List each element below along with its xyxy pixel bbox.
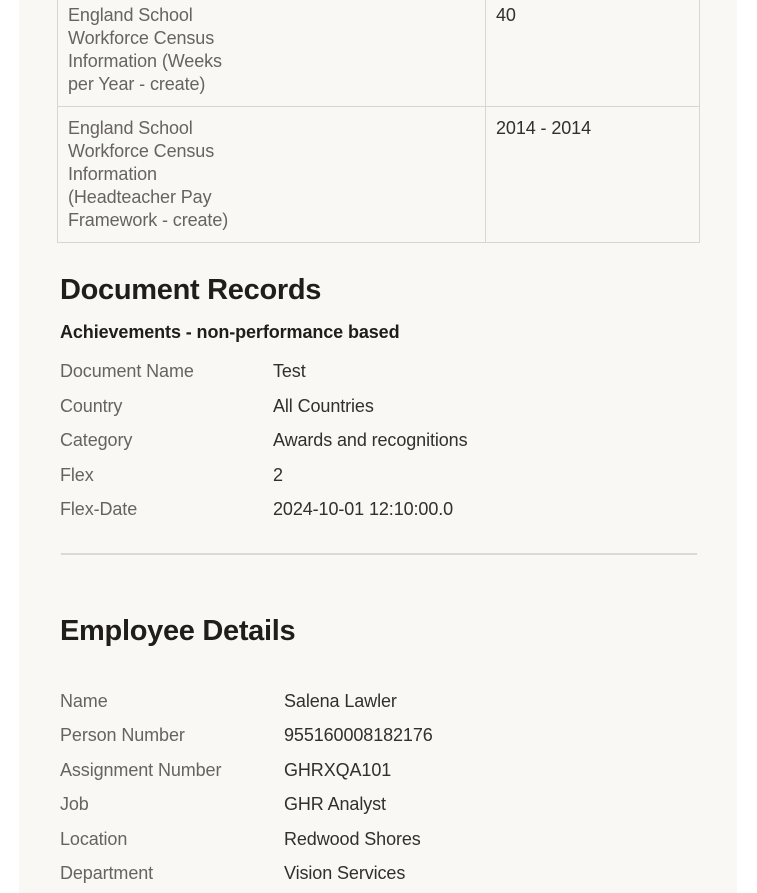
field-label: Job — [60, 794, 89, 814]
census-row-value: 2014 - 2014 — [486, 107, 700, 243]
field-value: 2 — [273, 464, 283, 485]
field-row — [60, 725, 737, 760]
field-label: Location — [60, 828, 128, 849]
document-records-fields — [60, 361, 737, 534]
field-value: GHRXQA101 — [284, 759, 392, 780]
census-row-label-cell — [58, 0, 486, 107]
field-value: 2024-10-01 12:10:00.0 — [273, 499, 454, 519]
field-row — [60, 396, 737, 431]
employee-details-fields — [60, 691, 737, 893]
census-row-label: England School Workforce Census Information (Headteacher Pay Framework - create) — [68, 118, 229, 230]
document-preview-panel — [19, 0, 737, 893]
field-row — [60, 430, 737, 465]
section-divider — [61, 553, 697, 555]
field-label: Flex-Date — [60, 499, 138, 519]
field-label: Country — [60, 395, 123, 416]
field-label: Category — [60, 430, 133, 450]
table-row — [58, 107, 700, 243]
field-row — [60, 361, 737, 396]
field-row — [60, 499, 737, 534]
census-row-label-cell — [58, 107, 486, 243]
document-records-subtitle: Achievements - non-performance based — [60, 322, 400, 342]
field-row — [60, 691, 737, 726]
census-row-label: England School Workforce Census Information (Weeks per Year - create) — [68, 5, 222, 94]
table-row — [58, 0, 700, 107]
field-value: 955160008182176 — [284, 725, 433, 745]
document-records-title: Document Records — [60, 274, 322, 306]
field-label: Flex — [60, 464, 94, 485]
field-value: Awards and recognitions — [273, 430, 468, 450]
census-info-table — [57, 0, 700, 243]
employee-details-title: Employee Details — [60, 614, 296, 647]
field-value: Salena Lawler — [284, 690, 397, 711]
field-row — [60, 863, 737, 893]
census-row-value: 40 — [486, 0, 700, 107]
field-value: Redwood Shores — [284, 828, 421, 849]
document-records-section — [19, 276, 737, 893]
field-label: Name — [60, 690, 108, 711]
field-label: Department — [60, 863, 154, 883]
field-label: Document Name — [60, 361, 194, 381]
field-value: GHR Analyst — [284, 794, 386, 814]
field-value: Vision Services — [284, 863, 406, 883]
field-row — [60, 829, 737, 864]
field-row — [60, 794, 737, 829]
field-row — [60, 465, 737, 500]
field-value: All Countries — [273, 395, 374, 416]
field-row — [60, 760, 737, 795]
field-value: Test — [273, 361, 306, 381]
field-label: Person Number — [60, 725, 185, 745]
field-label: Assignment Number — [60, 759, 222, 780]
